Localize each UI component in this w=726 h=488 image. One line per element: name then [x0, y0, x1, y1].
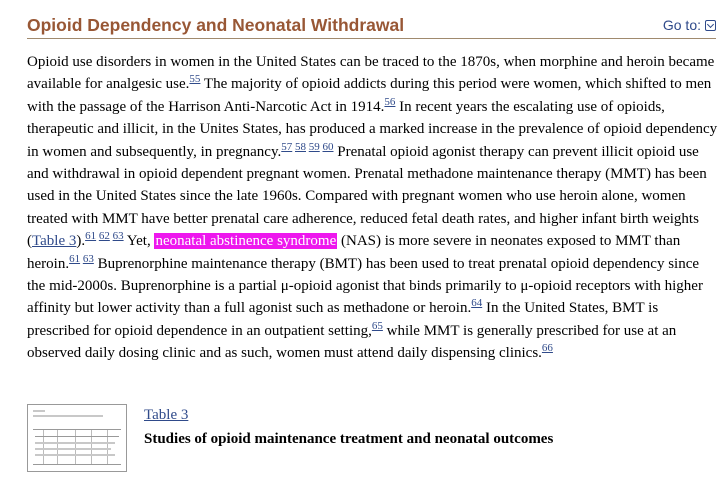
text-segment: In the United States, BMT is prescribed for opioid dependence in an outpatient setting,	[27, 300, 659, 339]
thumb-grid	[33, 429, 121, 465]
table-3-inline-link[interactable]: Table 3	[32, 233, 77, 250]
highlighted-term: neonatal abstinence syndrome	[155, 233, 337, 250]
thumb-rule	[35, 436, 119, 437]
text-segment: The majority of opioid addicts during this period were women, which shifted to men with the passage of the Harrison Anti-Narcotic Act in 1914.	[27, 76, 712, 115]
text-segment: (NAS) is more severe in neonates exposed to MMT than heroin.	[27, 233, 681, 272]
ref-link-59[interactable]: 59	[308, 140, 320, 153]
ref-link-65[interactable]: 65	[371, 319, 383, 332]
section-header	[27, 14, 716, 39]
table-figure	[27, 404, 627, 476]
text-segment: In recent years the escalating use of opioids, therapeutic and illicit, in the Unites States, has produced a marked increase in the prevalence of opioid dependency in women and subsequently, in pregnancy.	[27, 98, 718, 160]
ref-link-60[interactable]: 60	[322, 140, 334, 153]
thumb-line	[35, 448, 111, 450]
text-segment: Buprenorphine maintenance therapy (BMT) has been used to treat prenatal opioid dependency since the mid-2000s. Buprenorphine is a partial μ-opioid agonist that binds primarily to μ-opioid receptors with higher affinity but lower activity than a full agonist such as methadone or heroin.	[27, 255, 703, 317]
text-segment: Prenatal opioid agonist therapy can prevent illicit opioid use and withdrawal in opioid dependent pregnant women. Prenatal methadone maintenance therapy (MMT) has been used in the United States since the late 1960s. Compared with pregnant women who use heroin alone, women treated with MMT have better prenatal care adherence, reduced fetal death rates, and higher infant birth weights (	[27, 143, 707, 250]
body-paragraph	[27, 51, 719, 365]
thumb-line	[35, 454, 115, 456]
ref-link-62[interactable]: 62	[98, 230, 110, 243]
thumb-line	[33, 410, 45, 412]
chevron-down-icon[interactable]	[705, 20, 716, 31]
ref-link-55[interactable]: 55	[189, 73, 201, 86]
table-caption: Studies of opioid maintenance treatment and neonatal outcomes	[144, 431, 554, 447]
goto-label: Go to:	[662, 17, 701, 33]
ref-link-57[interactable]: 57	[281, 140, 293, 153]
thumb-line	[35, 442, 115, 444]
ref-link-63-b[interactable]: 63	[82, 252, 94, 265]
ref-link-61[interactable]: 61	[85, 230, 97, 243]
table-thumbnail[interactable]	[27, 404, 127, 472]
thumb-line	[33, 415, 103, 417]
ref-link-58[interactable]: 58	[295, 140, 306, 153]
text-segment: while MMT is generally prescribed for use at an observed daily dosing clinic and as such, women must attend daily dispensing clinics.	[27, 322, 677, 362]
text-segment: ).	[76, 233, 86, 250]
ref-link-61-b[interactable]: 61	[69, 252, 81, 265]
table-3-link[interactable]: Table 3	[144, 407, 189, 423]
goto-menu[interactable]	[663, 16, 716, 34]
ref-link-64[interactable]: 64	[471, 297, 483, 310]
ref-link-66[interactable]: 66	[541, 342, 553, 355]
ref-link-63[interactable]: 63	[112, 230, 124, 243]
section-title: Opioid Dependency and Neonatal Withdrawal	[27, 15, 405, 35]
text-segment: Opioid use disorders in women in the United States can be traced to the 1870s, when morphine and heroin became available for analgesic use.	[27, 54, 715, 93]
ref-link-56[interactable]: 56	[384, 95, 396, 108]
text-segment: Yet,	[123, 233, 155, 250]
